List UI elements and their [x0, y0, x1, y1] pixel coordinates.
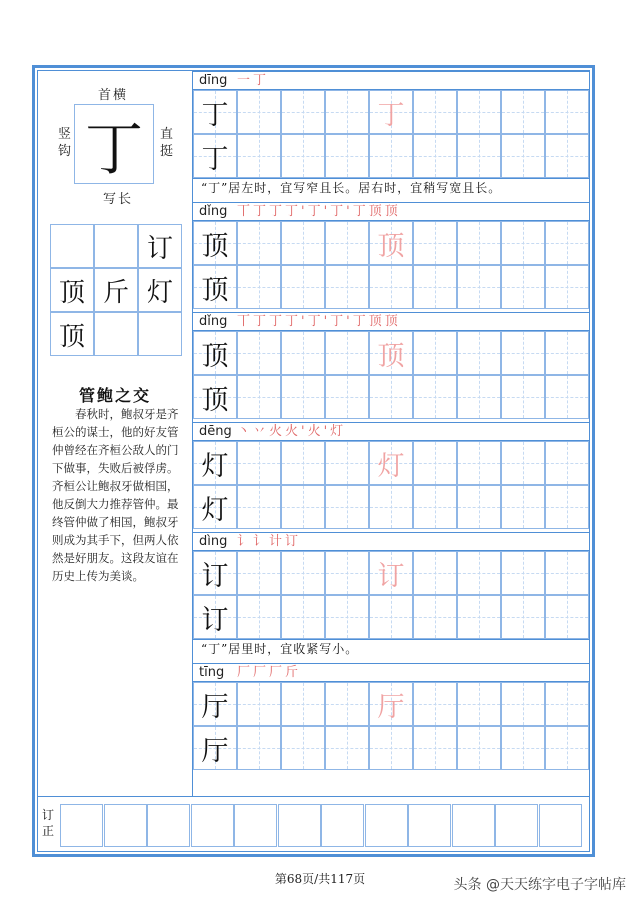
writing-grid-row[interactable]: [193, 90, 589, 134]
writing-cell[interactable]: [325, 441, 369, 485]
writing-cell[interactable]: [457, 595, 501, 639]
related-cell: [138, 312, 182, 356]
correction-cell[interactable]: [408, 804, 451, 847]
writing-cell[interactable]: [237, 551, 281, 595]
pinyin-row: [193, 532, 589, 551]
pinyin: dīng: [199, 73, 228, 88]
writing-cell[interactable]: [281, 682, 325, 726]
stroke-order: 丶丷火火'火'灯: [237, 424, 347, 439]
writing-cell[interactable]: [457, 90, 501, 134]
writing-cell[interactable]: [281, 90, 325, 134]
related-cell: 灯: [138, 268, 182, 312]
writing-cell[interactable]: [237, 90, 281, 134]
writing-cell[interactable]: [281, 221, 325, 265]
correction-cell[interactable]: [452, 804, 495, 847]
writing-cell[interactable]: [369, 265, 413, 309]
writing-cell[interactable]: [413, 551, 457, 595]
model-char: 订: [201, 604, 229, 636]
writing-grid-row[interactable]: [193, 221, 589, 265]
writing-cell[interactable]: [237, 682, 281, 726]
writing-cell[interactable]: [237, 595, 281, 639]
trace-char: 顶: [377, 230, 405, 262]
writing-grid-row[interactable]: [193, 375, 589, 419]
pinyin-row: [193, 663, 589, 682]
trace-char: 厅: [377, 691, 405, 723]
stroke-order: 丅丁丁丁'丁'丁'丁顶顶: [237, 204, 401, 219]
writing-cell[interactable]: [237, 265, 281, 309]
writing-cell[interactable]: [413, 441, 457, 485]
stroke-order: 讠讠计订: [237, 534, 302, 549]
story-body: 春秋时，鲍叔牙是齐桓公的谋士，他的好友管仲曾经在齐桓公敌人的门下做事，失败后被俘虏。齐桓公让鲍叔牙做相国，他反倒大力推荐管仲。最终管仲做了相国，鲍叔牙则成为其手下，但两人依然是好朋友。这段友谊在历史上传为美谈。: [52, 407, 179, 583]
writing-cell[interactable]: [237, 134, 281, 178]
related-cell: 顶: [50, 312, 94, 356]
top-label: 首横: [98, 88, 129, 103]
correction-cell[interactable]: [365, 804, 408, 847]
related-cell: 顶: [50, 268, 94, 312]
writing-tip: “丁”居左时，宜写窄且长。居右时，宜稍写宽且长。: [193, 178, 589, 197]
writing-cell[interactable]: [325, 134, 369, 178]
writing-grid-row[interactable]: [193, 265, 589, 309]
writing-cell[interactable]: [413, 726, 457, 770]
model-char: 丁: [201, 143, 229, 175]
pinyin-row: [193, 71, 589, 90]
writing-cell[interactable]: [545, 551, 589, 595]
correction-cell[interactable]: [191, 804, 234, 847]
writing-cell[interactable]: [325, 682, 369, 726]
writing-cell[interactable]: [237, 375, 281, 419]
related-cell: 订: [138, 224, 182, 268]
trace-char: 丁: [377, 99, 405, 131]
writing-cell[interactable]: [369, 726, 413, 770]
stroke-order: 一丁: [237, 73, 270, 88]
writing-cell[interactable]: [281, 726, 325, 770]
writing-cell[interactable]: [281, 551, 325, 595]
writing-cell[interactable]: [325, 375, 369, 419]
related-characters-grid: [50, 224, 182, 356]
pinyin: dǐng: [199, 204, 228, 219]
pinyin: tīng: [199, 665, 225, 680]
writing-grid-row[interactable]: [193, 726, 589, 770]
correction-cell[interactable]: [60, 804, 103, 847]
writing-cell[interactable]: [281, 485, 325, 529]
writing-cell[interactable]: [413, 331, 457, 375]
writing-cell[interactable]: [501, 265, 545, 309]
correction-row: [38, 797, 589, 852]
writing-cell[interactable]: [545, 595, 589, 639]
writing-cell[interactable]: [545, 441, 589, 485]
writing-cell[interactable]: [501, 90, 545, 134]
model-char: 顶: [201, 340, 229, 372]
related-cell: [94, 312, 138, 356]
writing-cell[interactable]: [457, 221, 501, 265]
writing-cell[interactable]: [501, 682, 545, 726]
writing-cell[interactable]: [545, 682, 589, 726]
writing-cell[interactable]: [281, 134, 325, 178]
bottom-label: 写长: [103, 192, 134, 207]
writing-cell[interactable]: [501, 221, 545, 265]
writing-cell[interactable]: [501, 726, 545, 770]
writing-cell[interactable]: [281, 265, 325, 309]
writing-grid-row[interactable]: [193, 682, 589, 726]
story-title: 管鲍之交: [78, 386, 151, 405]
left-label: 竖钩: [58, 127, 72, 159]
writing-cell[interactable]: [325, 221, 369, 265]
writing-cell[interactable]: [281, 331, 325, 375]
pinyin-row: [193, 422, 589, 441]
writing-grid-row[interactable]: [193, 331, 589, 375]
correction-cell[interactable]: [321, 804, 364, 847]
page-number: 第68页/共117页: [274, 872, 366, 886]
writing-cell[interactable]: [501, 331, 545, 375]
writing-cell[interactable]: [457, 682, 501, 726]
watermark: 头条 @天天练字电子字帖库: [453, 877, 626, 893]
writing-cell[interactable]: [545, 485, 589, 529]
writing-cell[interactable]: [237, 441, 281, 485]
model-char: 灯: [201, 450, 229, 482]
correction-label: 订正: [42, 808, 55, 838]
trace-char: 顶: [377, 340, 405, 372]
writing-cell[interactable]: [545, 726, 589, 770]
writing-cell[interactable]: [325, 90, 369, 134]
writing-cell[interactable]: [457, 551, 501, 595]
correction-cell[interactable]: [104, 804, 147, 847]
writing-grid-row[interactable]: [193, 441, 589, 485]
writing-cell[interactable]: [413, 134, 457, 178]
writing-cell[interactable]: [325, 595, 369, 639]
writing-cell[interactable]: [325, 331, 369, 375]
writing-cell[interactable]: [369, 134, 413, 178]
writing-cell[interactable]: [457, 726, 501, 770]
model-char: 订: [201, 560, 229, 592]
pinyin-row: [193, 202, 589, 221]
writing-grid-row[interactable]: [193, 595, 589, 639]
writing-tip: “丁”居里时，宜收紧写小。: [193, 639, 589, 658]
writing-cell[interactable]: [545, 331, 589, 375]
writing-cell[interactable]: [413, 265, 457, 309]
model-character: 丁: [74, 104, 154, 184]
trace-char: 订: [377, 560, 405, 592]
writing-cell[interactable]: [545, 221, 589, 265]
writing-cell[interactable]: [457, 441, 501, 485]
stroke-order: 丅丁丁丁'丁'丁'丁顶顶: [237, 314, 401, 329]
writing-cell[interactable]: [457, 331, 501, 375]
writing-cell[interactable]: [545, 375, 589, 419]
model-char: 顶: [201, 230, 229, 262]
writing-cell[interactable]: [545, 265, 589, 309]
writing-cell[interactable]: [325, 485, 369, 529]
right-label: 直挺: [160, 127, 174, 159]
writing-cell[interactable]: [281, 595, 325, 639]
correction-cell[interactable]: [234, 804, 277, 847]
correction-cell[interactable]: [147, 804, 190, 847]
writing-cell[interactable]: [501, 595, 545, 639]
writing-cell[interactable]: [457, 265, 501, 309]
writing-cell[interactable]: [501, 441, 545, 485]
writing-cell[interactable]: [325, 551, 369, 595]
writing-cell[interactable]: [413, 90, 457, 134]
model-char: 厅: [201, 691, 229, 723]
stroke-order: 厂厂厂斤: [237, 665, 302, 680]
pinyin-row: [193, 312, 589, 331]
related-cell: 斤: [94, 268, 138, 312]
correction-cell[interactable]: [278, 804, 321, 847]
writing-cell[interactable]: [413, 595, 457, 639]
pinyin: dìng: [199, 534, 228, 549]
correction-cell[interactable]: [495, 804, 538, 847]
correction-cell[interactable]: [539, 804, 582, 847]
model-char: 顶: [201, 274, 229, 306]
related-cell: [94, 224, 138, 268]
model-char: 丁: [201, 99, 229, 131]
writing-cell[interactable]: [369, 485, 413, 529]
model-char: 灯: [201, 494, 229, 526]
writing-cell[interactable]: [545, 134, 589, 178]
writing-grid-row[interactable]: [193, 485, 589, 529]
writing-cell[interactable]: [457, 375, 501, 419]
writing-cell[interactable]: [369, 375, 413, 419]
writing-cell[interactable]: [237, 726, 281, 770]
writing-cell[interactable]: [501, 375, 545, 419]
writing-cell[interactable]: [457, 134, 501, 178]
writing-cell[interactable]: [281, 441, 325, 485]
writing-cell[interactable]: [237, 331, 281, 375]
writing-grid-row[interactable]: [193, 134, 589, 178]
writing-cell[interactable]: [545, 90, 589, 134]
writing-cell[interactable]: [281, 375, 325, 419]
writing-cell[interactable]: [501, 485, 545, 529]
writing-cell[interactable]: [501, 551, 545, 595]
writing-cell[interactable]: [325, 265, 369, 309]
model-char: 厅: [201, 735, 229, 767]
writing-cell[interactable]: [369, 595, 413, 639]
writing-cell[interactable]: [237, 485, 281, 529]
writing-cell[interactable]: [413, 375, 457, 419]
writing-cell[interactable]: [501, 134, 545, 178]
writing-cell[interactable]: [413, 221, 457, 265]
writing-cell[interactable]: [325, 726, 369, 770]
writing-cell[interactable]: [457, 485, 501, 529]
writing-cell[interactable]: [413, 682, 457, 726]
model-char: 顶: [201, 384, 229, 416]
trace-char: 灯: [377, 450, 405, 482]
pinyin: dēng: [199, 424, 232, 439]
pinyin: dǐng: [199, 314, 228, 329]
related-cell: [50, 224, 94, 268]
writing-cell[interactable]: [237, 221, 281, 265]
writing-grid-row[interactable]: [193, 551, 589, 595]
writing-cell[interactable]: [413, 485, 457, 529]
